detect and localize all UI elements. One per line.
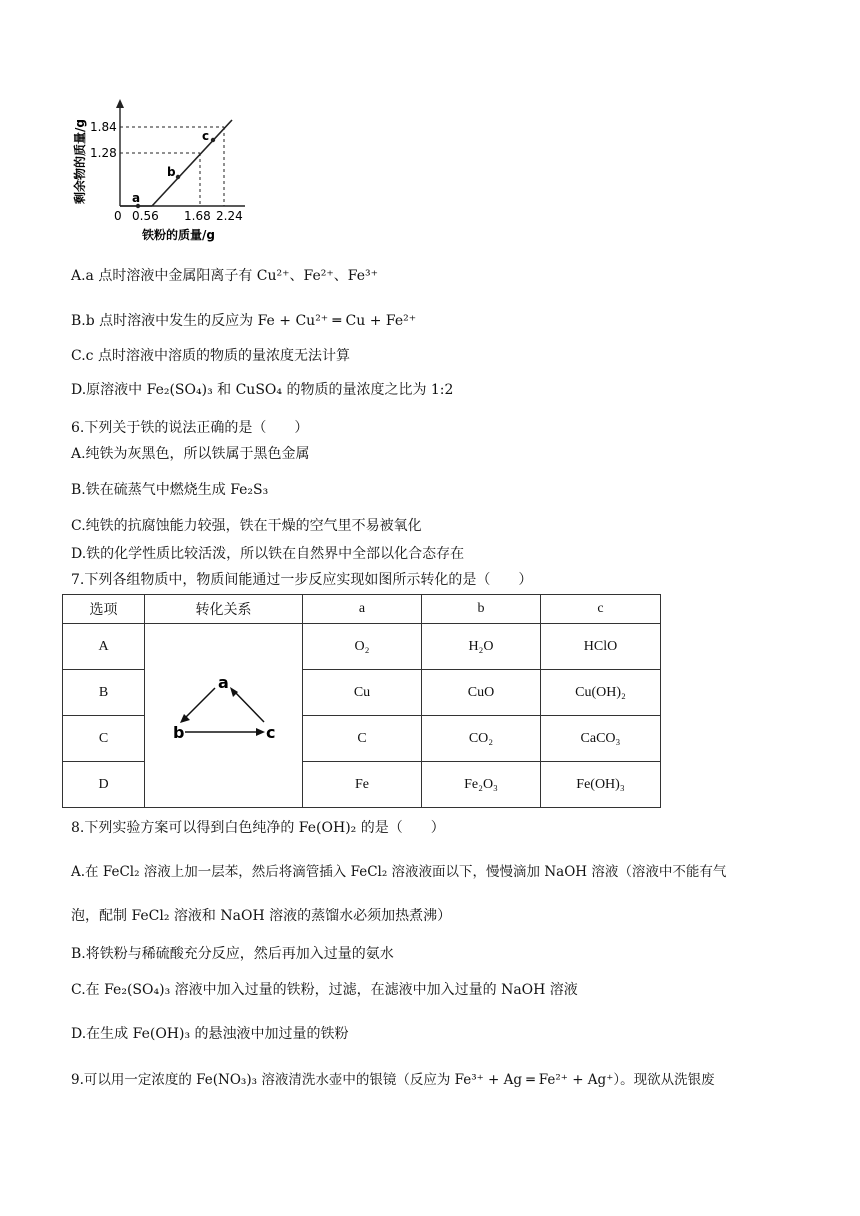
y-tick-2: 1.28	[90, 146, 117, 160]
q8-option-c: C.在 Fe₂(SO₄)₃ 溶液中加入过量的铁粉，过滤，在滤液中加入过量的 NaOH 溶液	[71, 982, 578, 998]
header-option: 选项	[63, 595, 145, 624]
node-c: c	[265, 723, 275, 742]
q8-option-a-line1: A.在 FeCl₂ 溶液上加一层苯，然后将滴管插入 FeCl₂ 溶液液面以下，慢慢滴加 NaOH 溶液（溶液中不能有气	[71, 864, 727, 880]
q6-stem: 6.下列关于铁的说法正确的是（ ）	[71, 420, 309, 436]
header-b: b	[422, 595, 541, 624]
y-tick-1: 1.84	[90, 120, 117, 134]
x-tick-1: 0.56	[132, 209, 159, 223]
x-tick-3: 2.24	[216, 209, 243, 223]
q7-stem: 7.下列各组物质中，物质间能通过一步反应实现如图所示转化的是（ ）	[71, 572, 533, 588]
q5-option-a: A.a 点时溶液中金属阳离子有 Cu²⁺、Fe²⁺、Fe³⁺	[71, 268, 379, 284]
point-label-b: b	[167, 165, 176, 179]
row-d-option: D	[63, 762, 145, 808]
x-axis-label: 铁粉的质量/g	[142, 228, 215, 242]
y-axis-label: 剩余物的质量/g	[73, 119, 87, 204]
row-d-b: Fe₂O₃	[422, 762, 541, 808]
row-a-c: HClO	[541, 624, 661, 670]
header-relation: 转化关系	[145, 595, 303, 624]
point-label-a: a	[132, 191, 141, 205]
row-a-b: H₂O	[422, 624, 541, 670]
q8-option-a-line2: 泡，配制 FeCl₂ 溶液和 NaOH 溶液的蒸馏水必须加热煮沸）	[71, 908, 452, 924]
header-a: a	[303, 595, 422, 624]
point-label-c: c	[202, 129, 210, 143]
row-a-a: O₂	[303, 624, 422, 670]
q5-option-c: C.c 点时溶液中溶质的物质的量浓度无法计算	[71, 348, 350, 364]
mass-graph	[70, 96, 290, 246]
row-b-b: CuO	[422, 670, 541, 716]
q5-option-d: D.原溶液中 Fe₂(SO₄)₃ 和 CuSO₄ 的物质的量浓度之比为 1:2	[71, 382, 454, 398]
row-c-option: C	[63, 716, 145, 762]
q6-option-d: D.铁的化学性质比较活泼，所以铁在自然界中全部以化合态存在	[71, 546, 465, 562]
origin-label: 0	[114, 209, 122, 223]
q8-stem: 8.下列实验方案可以得到白色纯净的 Fe(OH)₂ 的是（ ）	[71, 820, 445, 836]
q9-stem: 9.可以用一定浓度的 Fe(NO₃)₃ 溶液清洗水壶中的银镜（反应为 Fe³⁺ + Ag ═ Fe²⁺ + Ag⁺）。现欲从洗银废	[71, 1072, 715, 1088]
point-c	[211, 138, 215, 142]
q8-option-d: D.在生成 Fe(OH)₃ 的悬浊液中加过量的铁粉	[71, 1026, 349, 1042]
x-tick-2: 1.68	[184, 209, 211, 223]
q5-option-b: B.b 点时溶液中发生的反应为 Fe + Cu²⁺ ═ Cu + Fe²⁺	[71, 313, 417, 329]
transformation-diagram	[149, 668, 299, 758]
q6-option-c: C.纯铁的抗腐蚀能力较强，铁在干燥的空气里不易被氧化	[71, 518, 422, 534]
node-a: a	[217, 673, 229, 692]
node-b: b	[172, 723, 184, 742]
row-c-a: C	[303, 716, 422, 762]
q6-option-b: B.铁在硫蒸气中燃烧生成 Fe₂S₃	[71, 482, 269, 498]
row-a-option: A	[63, 624, 145, 670]
row-c-c: CaCO₃	[541, 716, 661, 762]
row-b-c: Cu(OH)₂	[541, 670, 661, 716]
point-b	[176, 175, 180, 179]
row-b-option: B	[63, 670, 145, 716]
q7-table	[62, 594, 661, 808]
row-c-b: CO₂	[422, 716, 541, 762]
row-b-a: Cu	[303, 670, 422, 716]
q6-option-a: A.纯铁为灰黑色，所以铁属于黑色金属	[71, 446, 310, 462]
header-c: c	[541, 595, 661, 624]
row-d-a: Fe	[303, 762, 422, 808]
transformation-diagram-cell	[145, 624, 303, 808]
q8-option-b: B.将铁粉与稀硫酸充分反应，然后再加入过量的氨水	[71, 946, 394, 962]
row-d-c: Fe(OH)₃	[541, 762, 661, 808]
